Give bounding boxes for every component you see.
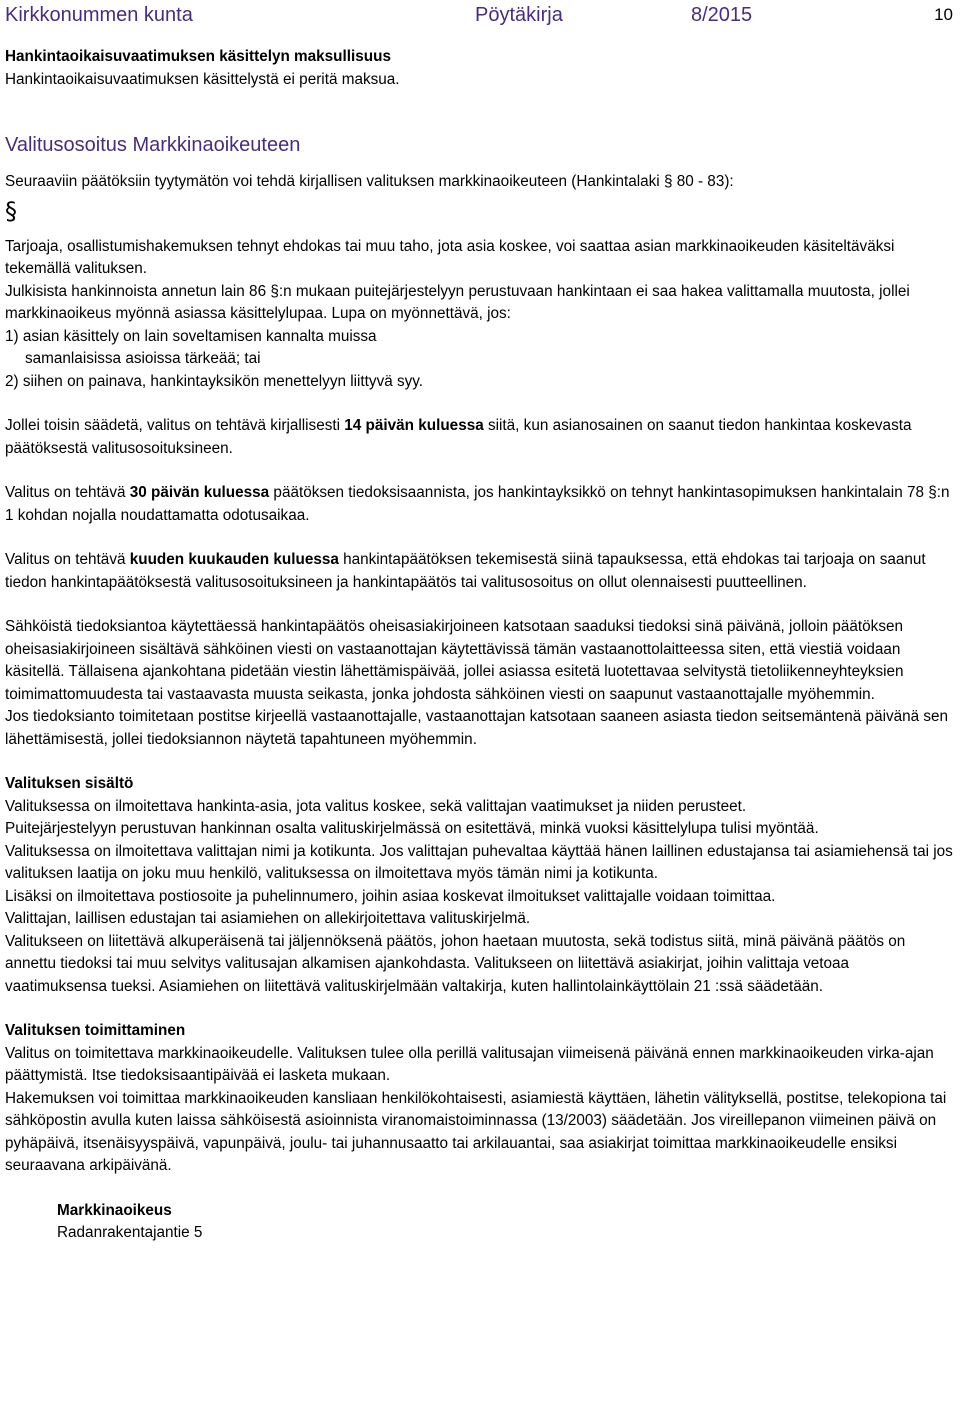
section-sign: § [5,196,17,225]
delivery-paragraph: Hakemuksen voi toimittaa markkinaoikeuden kansliaan henkilökohtaisesti, asiamiestä käyttäen, lähetin välityksellä, postitse, telekopiona tai sähköpostin avulla kuten laissa sähköisestä asioinnista viranomaistoiminnassa (13/2003) säädetään. Jos vireillepanon viimeinen päivä on pyhäpäivä, itsenäisyyspäivä, vapunpäivä, joulu- tai juhannusaatto tai arkilauantai, saa asiakirjat toimittaa markkinaoikeudelle ensiksi seuraavana arkipäivänä. [5,1089,947,1174]
fee-text: Hankintaoikaisuvaatimuksen käsittelystä ei peritä maksua. [5,70,400,88]
document-content [5,46,953,1245]
deadline-emphasis: kuuden kuukauden kuluessa [129,551,339,568]
contents-paragraph: Valittajan, laillisen edustajan tai asiamiehen on allekirjoitettava valituskirjelmä. [5,910,531,927]
address-street: Radanrakentajantie 5 [57,1224,203,1241]
appeal-list-item-2: 2) siihen on painava, hankintayksikön menettelyyn liittyvä syy. [5,372,424,390]
fee-heading: Hankintaoikaisuvaatimuksen käsittelyn maksullisuus [5,48,391,65]
appeal-intro: Seuraaviin päätöksiin tyytymätön voi tehdä kirjallisen valituksen markkinaoikeuteen (Hankintalaki § 80 - 83): [5,173,734,190]
header-document-number: 8/2015 [691,4,753,26]
contents-paragraph: Valituksessa on ilmoitettava valittajan nimi ja kotikunta. Jos valittajan puhevaltaa käyttää hänen laillinen edustajansa tai asiamiehensä tai jos valituksen laatija on joku muu henkilö, valituksessa on ilmoitettava myös tämän nimi ja kotikunta. [5,842,953,882]
appeal-list-item-1-continued: samanlaisissa asioissa tärkeää; tai [25,350,261,367]
contents-paragraph: Puitejärjestelyyn perustuvan hankinnan osalta valituskirjelmässä on esitettävä, minkä vuoksi käsittelylupa tulisi myöntää. [5,820,819,837]
deadline-text: Valitus on tehtävä [5,484,130,501]
deadline-text: päätöksen tiedoksisaannista, jos hankintayksikkö on tehnyt hankintasopimuksen hankintalain 78 §:n 1 kohdan nojalla noudattamatta odotusaikaa. [5,484,950,524]
address-name: Markkinaoikeus [57,1201,172,1219]
deadline-text: siitä, kun asianosainen on saanut tiedon hankintaa koskevasta päätöksestä valitusosoituksineen. [5,417,912,457]
appeal-paragraph-1: Tarjoaja, osallistumishakemuksen tehnyt ehdokas tai muu taho, jota asia koskee, voi saattaa asian markkinaoikeuden käsiteltäväksi tekemällä valituksen. [5,237,895,277]
deadline-text: hankintapäätöksen tekemisestä siinä tapauksessa, että ehdokas tai tarjoaja on saanut tiedon hankintapäätöksestä valitusosoituksineen ja hankintapäätös tai valitusosoitus on ollut olennaisesti puutteellinen. [5,551,926,591]
deadline-emphasis: 14 päivän kuluessa [344,417,484,434]
contents-paragraph: Lisäksi on ilmoitettava postiosoite ja puhelinnumero, joihin asiaa koskevat ilmoitukset valittajalle voidaan toimittaa. [5,887,776,905]
appeal-list-item-1: 1) asian käsittely on lain soveltamisen kannalta muissa [5,327,377,345]
delivery-paragraph: Valitus on toimitettava markkinaoikeudelle. Valituksen tulee olla perillä valitusajan viimeisenä päivänä ennen markkinaoikeuden virka-ajan päättymistä. Itse tiedoksisaantipäivää ei lasketa mukaan. [5,1044,934,1084]
electronic-notice-paragraph: Sähköistä tiedoksiantoa käytettäessä hankintapäätös oheisasiakirjoineen katsotaan saaduksi tiedoksi sinä päivänä, jolloin päätöksen oheisasiakirjoineen sisältävä sähköinen viesti on vastaanottajan käytettävissä tämän vastaanottolaitteessa siten, että viestiä voidaan käsitellä. Tällaisena ajankohtana pidetään viestin lähettämispäivää, jollei asiassa esitetä luotettavaa selvitystä tietoliikenneyhteyksien toimimattomuudesta tai vastaavasta muusta seikasta, jonka johdosta sähköinen viesti on saapunut vastaanottajalle myöhemmin. [5,618,904,703]
header-document-type: Pöytäkirja [475,4,563,26]
appeal-contents-heading: Valituksen sisältö [5,775,134,792]
deadline-emphasis: 30 päivän kuluessa [129,484,270,501]
appeal-paragraph-2: Julkisista hankinnoista annetun lain 86 §:n mukaan puitejärjestelyyn perustuvaan hankintaan ei saa hakea valittamalla muutosta, jollei markkinaoikeus myönnä asiassa käsittelylupaa. Lupa on myönnettävä, jos: [5,282,910,322]
appeal-delivery-heading: Valituksen toimittaminen [5,1022,186,1039]
header-page-number: 10 [934,5,953,24]
deadline-text: Jollei toisin säädetä, valitus on tehtävä kirjallisesti [5,417,345,434]
deadline-paragraph-30-days [5,482,953,527]
deadline-paragraph-6-months [5,549,953,594]
deadline-paragraph-14-days [5,415,953,460]
deadline-text: Valitus on tehtävä [5,551,130,568]
postal-notice-paragraph: Jos tiedoksianto toimitetaan postitse kirjeellä vastaanottajalle, vastaanottajan katsotaan saaneen asiasta tiedon seitsemäntenä päivänä sen lähettämisestä, jollei tiedoksiannon näytetä tapahtuneen myöhemmin. [5,708,949,748]
contents-paragraph: Valitukseen on liitettävä alkuperäisenä tai jäljennöksenä päätös, johon haetaan muutosta, sekä todistus siitä, minä päivänä päätös on annettu tiedoksi tai muu selvitys valitusajan alkamisen ajankohdasta. Valitukseen on liitettävä asiakirjat, joihin valittaja vetoaa vaatimuksensa tueksi. Asiamiehen on liitettävä valituskirjelmään valtakirja, kuten hallintolainkäyttölain 21 :ssä säädetään. [5,932,906,995]
page-header [5,2,953,28]
header-organization: Kirkkonummen kunta [5,4,193,26]
appeal-heading: Valitusosoitus Markkinaoikeuteen [5,134,301,156]
contents-paragraph: Valituksessa on ilmoitettava hankinta-asia, jota valitus koskee, sekä valittajan vaatimukset ja niiden perusteet. [5,797,747,815]
